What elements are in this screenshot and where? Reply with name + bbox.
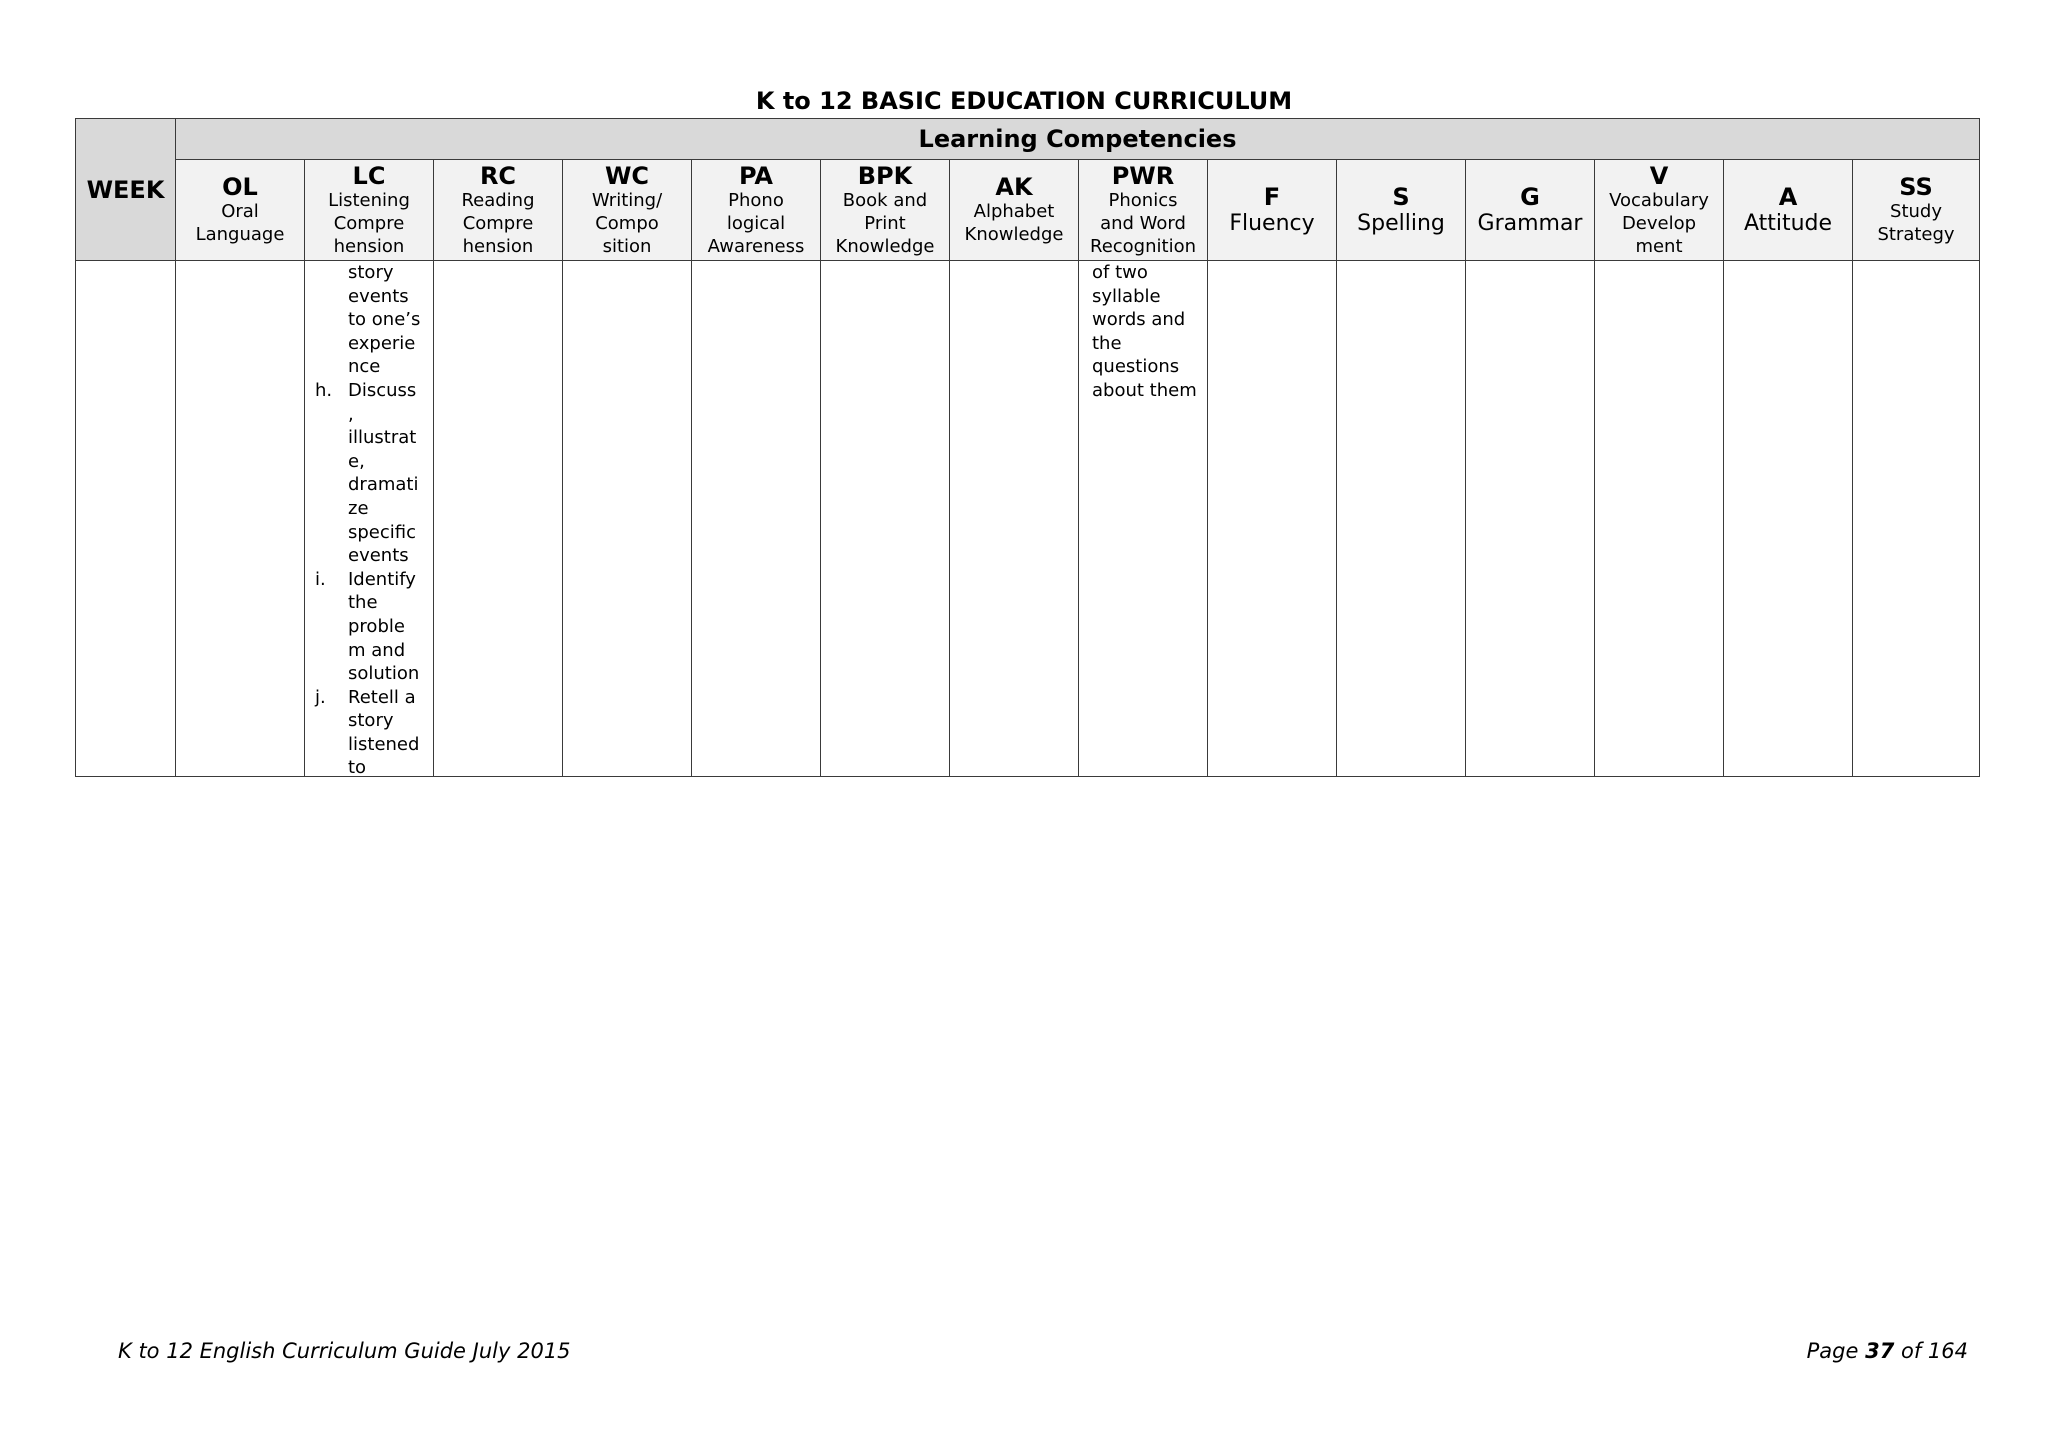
column-label: logical [726, 212, 786, 234]
column-label: Grammar [1477, 210, 1583, 236]
cell-week [76, 261, 176, 777]
list-item [315, 615, 433, 639]
list-text: events [348, 285, 409, 307]
list-text: specific [348, 521, 417, 543]
column-label: Fluency [1229, 210, 1315, 236]
list-text: Retell a [348, 686, 416, 708]
list-marker [315, 497, 348, 521]
column-code: A [1778, 182, 1798, 211]
week-header: WEEK [76, 119, 176, 261]
cell-rc [434, 261, 563, 777]
document-title: K to 12 BASIC EDUCATION CURRICULUM [755, 87, 1293, 115]
column-code: OL [222, 173, 258, 201]
column-header-ak [950, 160, 1079, 261]
list-marker: h. [315, 379, 333, 401]
list-item [315, 733, 433, 757]
column-label: Spelling [1357, 210, 1445, 236]
list-marker [315, 709, 348, 733]
text-line: the [1092, 332, 1122, 354]
page-prefix: Page [1806, 1339, 1866, 1363]
cell-ol [176, 261, 305, 777]
column-header-bpk [821, 160, 950, 261]
table-row [76, 261, 1980, 777]
list-marker [315, 308, 348, 332]
text-line: words and [1092, 309, 1186, 331]
column-label: Study Strategy [1877, 201, 1955, 245]
cell-a [1724, 261, 1853, 777]
column-header-a [1724, 160, 1853, 261]
column-code: LC [352, 161, 386, 190]
curriculum-table [75, 118, 1980, 777]
list-text: story [348, 262, 394, 283]
list-item [315, 308, 433, 332]
column-code: RC [479, 161, 517, 190]
list-marker [315, 639, 348, 663]
column-label: Knowledge [835, 235, 935, 257]
list-text: to one’s [348, 309, 421, 331]
list-item [315, 568, 433, 592]
list-marker [315, 591, 348, 615]
list-item [315, 639, 433, 663]
list-text: Discuss [348, 379, 417, 401]
footer-guide-title: K to 12 English Curriculum Guide July 2015 [118, 1339, 571, 1363]
list-text: m and [348, 639, 406, 661]
list-text: story [348, 710, 394, 732]
column-label: Compre [333, 212, 405, 234]
column-label: sition [602, 235, 652, 257]
list-item [315, 379, 433, 403]
pwr-competency-text [1079, 261, 1207, 776]
column-header-f [1208, 160, 1337, 261]
column-label: Listening [328, 189, 410, 211]
list-item [315, 355, 433, 379]
list-item [315, 709, 433, 733]
list-item [315, 591, 433, 615]
list-text: ze [348, 497, 369, 519]
header-row-columns [76, 160, 1980, 261]
cell-bpk [821, 261, 950, 777]
column-label: Compre [462, 212, 534, 234]
column-label: Writing/ [591, 189, 663, 211]
list-marker [315, 544, 348, 568]
column-code: PWR [1111, 161, 1175, 190]
column-header-ss [1853, 160, 1980, 261]
list-text: e, [348, 450, 365, 472]
list-marker [315, 355, 348, 379]
list-item [315, 261, 433, 285]
header-row-group [76, 119, 1980, 160]
list-text: nce [348, 356, 381, 378]
list-text: listened [348, 733, 420, 755]
cell-ak [950, 261, 1079, 777]
cell-lc [305, 261, 434, 777]
text-line: of two [1092, 262, 1148, 283]
column-header-g [1466, 160, 1595, 261]
cell-g [1466, 261, 1595, 777]
column-code: S [1392, 182, 1410, 211]
list-item [315, 332, 433, 356]
column-label: Reading [461, 189, 535, 211]
list-item [315, 544, 433, 568]
column-label: Compo [595, 212, 659, 234]
list-item [315, 450, 433, 474]
current-page: 37 [1865, 1339, 1895, 1363]
column-header-s [1337, 160, 1466, 261]
list-marker [315, 450, 348, 474]
cell-ss [1853, 261, 1980, 777]
column-label: Oral Language [195, 201, 285, 245]
list-item [315, 662, 433, 686]
list-text: solution [348, 663, 420, 685]
column-label: Book and [842, 189, 928, 211]
list-text: , [348, 403, 354, 425]
list-marker [315, 615, 348, 639]
column-code: BPK [857, 161, 913, 190]
page-suffix: of 164 [1894, 1339, 1968, 1363]
list-text: Identify [348, 568, 416, 590]
column-code: V [1649, 161, 1669, 190]
cell-wc [563, 261, 692, 777]
column-label: Awareness [707, 235, 805, 257]
column-header-v [1595, 160, 1724, 261]
list-marker: i. [315, 568, 326, 590]
list-marker [315, 756, 348, 776]
column-code: AK [995, 173, 1033, 201]
cell-v [1595, 261, 1724, 777]
list-item [315, 473, 433, 497]
column-label: Phonics [1108, 189, 1178, 211]
list-text: illustrat [348, 427, 417, 449]
text-line: about them [1092, 379, 1197, 401]
text-line: syllable [1092, 285, 1161, 307]
list-text: experie [348, 332, 416, 354]
list-marker [315, 733, 348, 757]
cell-pa [692, 261, 821, 777]
column-label: Attitude [1743, 210, 1833, 236]
column-label: and Word [1100, 212, 1186, 234]
column-code: PA [739, 161, 773, 190]
column-label: Recognition [1090, 235, 1196, 257]
list-marker [315, 332, 348, 356]
lc-competency-list [305, 261, 433, 776]
list-item [315, 521, 433, 545]
list-item [315, 756, 433, 776]
column-label: hension [333, 235, 405, 257]
list-marker [315, 426, 348, 450]
column-header-pwr [1079, 160, 1208, 261]
list-marker [315, 261, 348, 285]
column-label: Print [864, 212, 906, 234]
column-code: F [1263, 182, 1281, 211]
column-header-lc [305, 160, 434, 261]
list-text: to [348, 757, 367, 776]
list-item [315, 403, 433, 427]
footer-page-number [1807, 1338, 1968, 1364]
column-label: Phono [728, 189, 784, 211]
list-item [315, 426, 433, 450]
column-header-wc [563, 160, 692, 261]
list-item [315, 497, 433, 521]
column-code: WC [604, 161, 650, 190]
list-marker: j. [315, 686, 326, 708]
column-label: Vocabulary [1609, 189, 1709, 211]
list-marker [315, 473, 348, 497]
list-marker [315, 521, 348, 545]
list-marker [315, 662, 348, 686]
list-text: dramati [348, 474, 419, 496]
list-item [315, 686, 433, 710]
text-line: questions [1092, 356, 1180, 378]
list-text: events [348, 545, 409, 567]
list-text: the [348, 592, 378, 614]
list-item [315, 285, 433, 309]
column-label: Alphabet Knowledge [964, 201, 1064, 245]
cell-pwr [1079, 261, 1208, 777]
list-marker [315, 285, 348, 309]
column-label: hension [462, 235, 534, 257]
column-label: Develop [1621, 212, 1697, 234]
column-header-ol [176, 160, 305, 261]
cell-f [1208, 261, 1337, 777]
column-header-pa [692, 160, 821, 261]
column-code: G [1520, 182, 1540, 211]
column-header-rc [434, 160, 563, 261]
list-marker [315, 403, 348, 427]
column-code: SS [1899, 173, 1933, 201]
list-text: proble [348, 615, 405, 637]
learning-competencies-header: Learning Competencies [176, 119, 1980, 160]
cell-s [1337, 261, 1466, 777]
column-label: ment [1635, 235, 1683, 257]
